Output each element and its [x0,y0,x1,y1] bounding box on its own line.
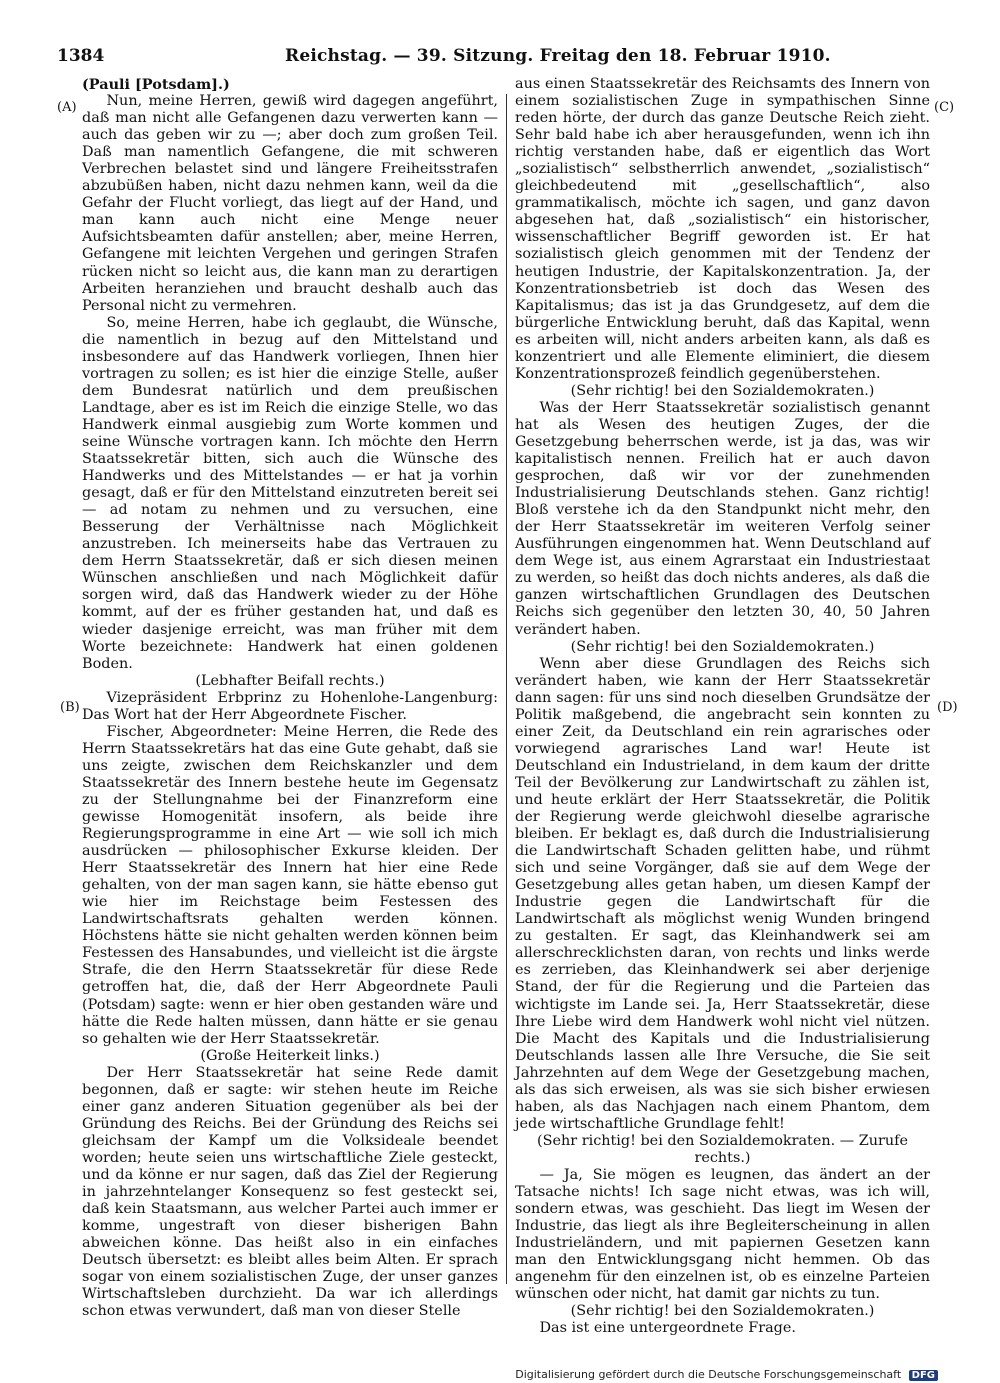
digitization-credit [515,1368,938,1381]
margin-marker-d: (D) [937,700,958,715]
margin-marker-b: (B) [60,700,80,715]
paragraph: — Ja, Sie mögen es leugnen, das ändert an der Tatsache nichts! Ich sage nicht etwas, was ich will, sondern etwas, was geschieht. Das liegt im Wesen der Industrie, das liegt als ihre Begleiterscheinung in allen Industrieländern, und mit papiernen Gesetzen kann man den Entwicklungsgang nicht hemmen. Ob das angenehm für den einzelnen ist, ob es einzelne Parteien wünschen oder nicht, hat damit gar nichts zu tun. [515,1167,930,1303]
margin-marker-a: (A) [57,100,77,115]
page-number: 1384 [57,46,105,66]
speaker-continuation: (Pauli [Potsdam].) [82,76,230,93]
interjection: (Sehr richtig! bei den Sozialdemokraten. — Zurufe rechts.) [537,1132,908,1166]
column-divider [506,94,507,1284]
margin-marker-c: (C) [934,100,955,115]
right-column [515,76,930,1337]
paragraph: Der Herr Staatssekretär hat seine Rede damit begonnen, daß er sagte: wir stehen heute im Reiche einer ganz anderen Situation gegenüber als bei der Gründung des Reichs. Bei der Gründung des Reichs sei gleichsam der Kampf um die Volksideale beendet worden; heute seien uns wirtschaftliche Ziele gesteckt, und da könne er nur sagen, daß das Ziel der Regierung in jahrzehntelanger Konsequenz so fest gesteckt sei, daß kein Staatsmann, aus welcher Partei auch immer er komme, ungestraft von dieser bisherigen Bahn abweichen könne. Das heißt also in ein einfaches Deutsch übersetzt: es bleibt alles beim Alten. Er sprach sogar von einem sozialistischen Zuge, der unser ganzes Wirtschaftsleben durchzieht. Da war ich allerdings schon etwas verwundert, daß man von dieser Stelle [82,1064,498,1320]
paragraph: So, meine Herren, habe ich geglaubt, die Wünsche, die namentlich in bezug auf den Mittelstand und insbesondere auf das Handwerk vorliegen, Ihnen hier vortragen zu sollen; es ist hier die einzige Stelle, außer dem Bundesrat natürlich und dem preußischen Landtage, aber es ist im Reich die einzige Stelle, wo das Handwerk einmal ausgiebig zum Worte kommen und seine Wünsche vortragen kann. Ich möchte den Herrn Staatssekretär bitten, sich auch die Wünsche des Handwerks und des Mittelstandes — er hat ja vorhin gesagt, daß er für den Mittelstand einzutreten bereit sei — ad notam zu nehmen und zu versuchen, eine Besserung der Verhältnisse nach Möglichkeit anzustreben. Ich meinerseits habe das Vertrauen zu dem Herrn Staatssekretär, daß er sich diesen meinen Wünschen anschließen und nach Möglichkeit dafür sorgen wird, daß das Handwerk wieder zu der Höhe kommt, auf der es früher gestanden hat, und daß es wieder dasjenige erreicht, was man früher mit dem Worte bezeichnete: Handwerk hat einen goldenen Boden. [82,314,498,672]
paragraph: Was der Herr Staatssekretär sozialistisch genannt hat als Wesen des heutigen Zuges, der die Gesetzgebung beherrschen werde, ist ja das, was wir kapitalistisch nennen. Freilich hat er auch davon gesprochen, daß wir vor der zunehmenden Industrialisierung Deutschlands stehen. Ganz richtig! Bloß verstehe ich da den Standpunkt nicht mehr, den der Herr Staatssekretär im weiteren Verfolg seiner Ausführungen eingenommen hat. Wenn Deutschland auf dem Wege ist, aus einem Agrarstaat ein Industriestaat zu werden, so heißt das doch nichts anderes, als daß die ganzen wirtschaftlichen Grundlagen des Deutschen Reichs sich gegenüber den letzten 30, 40, 50 Jahren verändert haben. [515,399,930,638]
running-title: Reichstag. — 39. Sitzung. Freitag den 18. Februar 1910. [285,46,831,66]
speaker-paragraph: Vizepräsident Erbprinz zu Hohenlohe-Langenburg: Das Wort hat der Herr Abgeordnete Fischer. [82,689,498,723]
credit-text: Digitalisierung gefördert durch die Deutsche Forschungsgemeinschaft [515,1368,902,1381]
interjection: (Lebhafter Beifall rechts.) [195,672,385,689]
page-header [57,46,941,72]
paragraph: Das ist eine untergeordnete Frage. [539,1320,796,1337]
paragraph: Nun, meine Herren, gewiß wird dagegen angeführt, daß man nicht alle Gefangenen dazu verwerten kann — auch das geben wir zu —; aber doch zum großen Teil. Daß man namentlich Gefangene, die mit schweren Verbrechen belastet sind und längere Freiheitsstrafen abzubüßen haben, nicht dazu nehmen kann, weil da die Gefahr der Flucht vorliegt, das liegt auf der Hand, und man kann auch nicht eine Menge neuer Aufsichtsbeamten dafür anstellen; aber, meine Herren, Gefangene mit leichten Vergehen und geringen Strafen rücken nicht so leicht aus, die kann man zu derartigen Arbeiten heranziehen und braucht deshalb auch das Personal nicht zu vermehren. [82,93,498,314]
dfg-logo: DFG [909,1370,938,1381]
paragraph: Wenn aber diese Grundlagen des Reichs sich verändert haben, wie kann der Herr Staatssekretär dann sagen: für uns sind noch dieselben Grundsätze der Politik maßgebend, die angebracht sein konnten zu einer Zeit, da Deutschland ein rein agrarisches oder vorwiegend agrarisches Land war! Heute ist Deutschland ein Industrieland, in dem kaum der dritte Teil der Bevölkerung zur Landwirtschaft zu zählen ist, und heute erklärt der Herr Staatssekretär, die Politik der Regierung werde gleichwohl dieselbe agrarische bleiben. Er beklagt es, daß durch die Industrialisierung die Landwirtschaft Schaden gelitten habe, und rühmt sich und seine Vorgänger, daß sie auf dem Wege der Gesetzgebung alles getan haben, um diesen Kampf der Industrie gegen die Landwirtschaft für die Landwirtschaft als möglichst wenig Wunden bringend zu gestalten. Er sagt, das Kleinhandwerk sei am allerschrecklichsten daran, von rechts und links werde es zerrieben, das Kleinhandwerk sei aber derjenige Stand, der für die Regierung und die Parteien das wichtigste im Lande sei. Ja, Herr Staatssekretär, diese Ihre Liebe wird dem Handwerk wohl nicht viel nützen. Die Macht des Kapitals und die Industrialisierung Deutschlands lassen alle Ihre Versuche, die Sie seit Jahrzehnten auf dem Wege der Gesetzgebung machen, als das sich erweisen, als was sie sich bisher erwiesen haben, als das Nachjagen nach einem Phantom, dem jede wirtschaftliche Grundlage fehlt! [515,655,930,1132]
interjection: (Große Heiterkeit links.) [200,1047,380,1064]
interjection: (Sehr richtig! bei den Sozialdemokraten.) [570,1303,875,1320]
left-column [82,76,498,1320]
interjection: (Sehr richtig! bei den Sozialdemokraten.) [570,638,875,655]
paragraph: aus einen Staatssekretär des Reichsamts des Innern von einem sozialistischen Zuge in sympathischen Sinne reden hörte, der durch das ganze Deutsche Reich zieht. Sehr bald habe ich aber herausgefunden, wenn ich ihn richtig verstanden habe, daß er eigentlich das Wort „sozialistisch“ selbstherrlich anwendet, „sozialistisch“ gleichbedeutend mit „gesellschaftlich“, also grammatikalisch, möchte ich sagen, und ganz davon abgesehen hat, daß „sozialistisch“ ein historischer, wissenschaftlicher Begriff geworden ist. Er hat sozialistisch gleich genommen mit der Tendenz der heutigen Industrie, der Kapitalskonzentration. Ja, der Konzentrationsbetrieb ist doch das Wesen des Kapitalismus; das ist ja das Grundgesetz, auf dem die bürgerliche Entwicklung beruht, daß das Kapital, wenn es arbeiten will, nicht anders arbeiten kann, als daß es konzentriert und alle Elemente eliminiert, die diesem Konzentrationsprozeß feindlich gegenüberstehen. [515,76,930,382]
interjection: (Sehr richtig! bei den Sozialdemokraten.) [570,382,875,399]
speaker-paragraph: Fischer, Abgeordneter: Meine Herren, die Rede des Herrn Staatssekretärs hat das eine Gute gehabt, daß sie uns zeigte, zwischen dem Reichskanzler und dem Staatssekretär des Innern bestehe heute im Gegensatz zu der Stellungnahme bei der Finanzreform eine gewisse Homogenität insofern, als beide ihre Regierungsprogramme in eine Art — wie soll ich mich ausdrücken — philosophischer Exkurse kleiden. Der Herr Staatssekretär des Innern hat hier eine Rede gehalten, von der man sagen kann, sie hätte ebenso gut wie hier im Reichstage beim Festessen des Landwirtschaftsrats gehalten werden können. Höchstens hätte sie nicht gehalten werden können beim Festessen des Hansabundes, und vielleicht ist die ärgste Strafe, die den Herrn Staatssekretär für diese Rede getroffen hat, die, daß der Herr Abgeordnete Pauli (Potsdam) sagte: wenn er hier oben gestanden wäre und hätte die Rede halten müssen, dann hätte er sie genau so gehalten wie der Herr Staatssekretär. [82,723,498,1047]
